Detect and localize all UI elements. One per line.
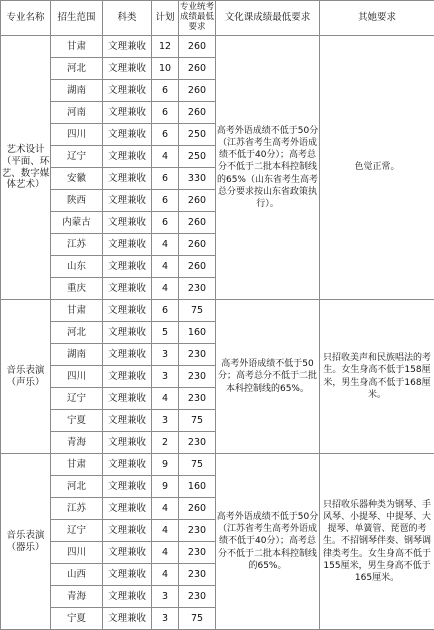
plan-cell: 4 — [152, 388, 179, 410]
plan-cell: 3 — [152, 344, 179, 366]
plan-cell: 6 — [152, 124, 179, 146]
plan-cell: 6 — [152, 212, 179, 234]
min-score-cell: 250 — [179, 146, 216, 168]
plan-cell: 3 — [152, 608, 179, 630]
category-cell: 文理兼收 — [103, 410, 152, 432]
plan-cell: 12 — [152, 36, 179, 58]
category-cell: 文理兼收 — [103, 366, 152, 388]
header-row — [1, 1, 434, 36]
table-row — [1, 454, 434, 476]
min-score-cell: 260 — [179, 256, 216, 278]
min-score-cell: 260 — [179, 58, 216, 80]
plan-cell: 2 — [152, 432, 179, 454]
category-cell: 文理兼收 — [103, 476, 152, 498]
region-cell: 江苏 — [51, 234, 103, 256]
region-cell: 陕西 — [51, 190, 103, 212]
region-cell: 宁夏 — [51, 608, 103, 630]
category-cell: 文理兼收 — [103, 278, 152, 300]
plan-cell: 6 — [152, 190, 179, 212]
category-cell: 文理兼收 — [103, 36, 152, 58]
region-cell: 内蒙古 — [51, 212, 103, 234]
other-requirement-cell: 只招收乐器种类为钢琴、手风琴、小提琴、中提琴、大提琴、单簧管、琵琶的考生。不招钢琴伴奏、钢琴调律类考生。女生身高不低于155厘米，男生身高不低于165厘米。 — [320, 454, 434, 630]
category-cell: 文理兼收 — [103, 102, 152, 124]
region-cell: 河北 — [51, 58, 103, 80]
plan-cell: 9 — [152, 476, 179, 498]
min-score-cell: 260 — [179, 190, 216, 212]
min-score-cell: 75 — [179, 608, 216, 630]
plan-cell: 10 — [152, 58, 179, 80]
region-cell: 青海 — [51, 432, 103, 454]
min-score-cell: 230 — [179, 542, 216, 564]
culture-requirement-cell: 高考外语成绩不低于50分（江苏省考生高考外语成绩不低于40分）；高考总分不低于二批本科控制线的65%（山东省考生高考总分要求按山东省政策执行）。 — [216, 36, 320, 300]
category-cell: 文理兼收 — [103, 564, 152, 586]
category-cell: 文理兼收 — [103, 80, 152, 102]
region-cell: 湖南 — [51, 344, 103, 366]
culture-requirement-cell: 高考外语成绩不低于50分（江苏省考生高考外语成绩不低于40分）；高考总分不低于二批本科控制线的65%。 — [216, 454, 320, 630]
category-cell: 文理兼收 — [103, 454, 152, 476]
region-cell: 河南 — [51, 102, 103, 124]
category-cell: 文理兼收 — [103, 542, 152, 564]
region-cell: 湖南 — [51, 80, 103, 102]
min-score-cell: 75 — [179, 300, 216, 322]
region-cell: 青海 — [51, 586, 103, 608]
plan-cell: 4 — [152, 520, 179, 542]
plan-cell: 4 — [152, 234, 179, 256]
other-requirement-cell: 只招收美声和民族唱法的考生。女生身高不低于158厘米，男生身高不低于168厘米。 — [320, 300, 434, 454]
plan-cell: 6 — [152, 168, 179, 190]
category-cell: 文理兼收 — [103, 322, 152, 344]
plan-cell: 9 — [152, 454, 179, 476]
plan-cell: 4 — [152, 564, 179, 586]
min-score-cell: 230 — [179, 520, 216, 542]
min-score-cell: 260 — [179, 234, 216, 256]
major-name-cell: 音乐表演（声乐） — [1, 300, 51, 454]
min-score-cell: 250 — [179, 124, 216, 146]
region-cell: 江苏 — [51, 498, 103, 520]
min-score-cell: 230 — [179, 586, 216, 608]
category-cell: 文理兼收 — [103, 190, 152, 212]
region-cell: 四川 — [51, 542, 103, 564]
culture-requirement-cell: 高考外语成绩不低于50分；高考总分不低于二批本科控制线的65%。 — [216, 300, 320, 454]
category-cell: 文理兼收 — [103, 124, 152, 146]
min-score-cell: 260 — [179, 102, 216, 124]
category-cell: 文理兼收 — [103, 520, 152, 542]
region-cell: 重庆 — [51, 278, 103, 300]
category-cell: 文理兼收 — [103, 146, 152, 168]
min-score-cell: 330 — [179, 168, 216, 190]
region-cell: 安徽 — [51, 168, 103, 190]
header-category: 科类 — [103, 1, 152, 36]
plan-cell: 4 — [152, 542, 179, 564]
header-major: 专业名称 — [1, 1, 51, 36]
region-cell: 四川 — [51, 124, 103, 146]
plan-cell: 3 — [152, 410, 179, 432]
plan-cell: 3 — [152, 366, 179, 388]
header-region: 招生范围 — [51, 1, 103, 36]
region-cell: 山东 — [51, 256, 103, 278]
min-score-cell: 75 — [179, 454, 216, 476]
min-score-cell: 230 — [179, 278, 216, 300]
min-score-cell: 230 — [179, 344, 216, 366]
plan-cell: 3 — [152, 586, 179, 608]
plan-cell: 4 — [152, 498, 179, 520]
plan-cell: 6 — [152, 102, 179, 124]
min-score-cell: 260 — [179, 80, 216, 102]
header-culture: 文化课成绩最低要求 — [216, 1, 320, 36]
plan-cell: 4 — [152, 278, 179, 300]
region-cell: 宁夏 — [51, 410, 103, 432]
min-score-cell: 260 — [179, 498, 216, 520]
min-score-cell: 160 — [179, 322, 216, 344]
category-cell: 文理兼收 — [103, 388, 152, 410]
region-cell: 山西 — [51, 564, 103, 586]
category-cell: 文理兼收 — [103, 168, 152, 190]
major-name-cell: 音乐表演（器乐） — [1, 454, 51, 630]
min-score-cell: 260 — [179, 36, 216, 58]
min-score-cell: 230 — [179, 432, 216, 454]
category-cell: 文理兼收 — [103, 498, 152, 520]
plan-cell: 4 — [152, 146, 179, 168]
major-name-cell: 艺术设计（平面、环艺、数字媒体艺术） — [1, 36, 51, 300]
category-cell: 文理兼收 — [103, 256, 152, 278]
region-cell: 甘肃 — [51, 36, 103, 58]
table-row — [1, 300, 434, 322]
region-cell: 甘肃 — [51, 454, 103, 476]
header-min-score: 专业统考成绩最低要求 — [179, 1, 216, 36]
category-cell: 文理兼收 — [103, 608, 152, 630]
region-cell: 四川 — [51, 366, 103, 388]
region-cell: 河北 — [51, 322, 103, 344]
category-cell: 文理兼收 — [103, 432, 152, 454]
table-body — [1, 36, 434, 630]
plan-cell: 4 — [152, 256, 179, 278]
plan-cell: 6 — [152, 80, 179, 102]
region-cell: 辽宁 — [51, 388, 103, 410]
plan-cell: 6 — [152, 300, 179, 322]
min-score-cell: 230 — [179, 388, 216, 410]
header-other: 其她要求 — [320, 1, 434, 36]
category-cell: 文理兼收 — [103, 58, 152, 80]
region-cell: 河北 — [51, 476, 103, 498]
min-score-cell: 260 — [179, 212, 216, 234]
min-score-cell: 75 — [179, 410, 216, 432]
plan-cell: 5 — [152, 322, 179, 344]
other-requirement-cell: 色觉正常。 — [320, 36, 434, 300]
min-score-cell: 230 — [179, 564, 216, 586]
category-cell: 文理兼收 — [103, 586, 152, 608]
category-cell: 文理兼收 — [103, 212, 152, 234]
category-cell: 文理兼收 — [103, 300, 152, 322]
min-score-cell: 160 — [179, 476, 216, 498]
table-row — [1, 36, 434, 58]
category-cell: 文理兼收 — [103, 234, 152, 256]
header-plan: 计划 — [152, 1, 179, 36]
min-score-cell: 230 — [179, 366, 216, 388]
region-cell: 辽宁 — [51, 520, 103, 542]
category-cell: 文理兼收 — [103, 344, 152, 366]
region-cell: 辽宁 — [51, 146, 103, 168]
region-cell: 甘肃 — [51, 300, 103, 322]
